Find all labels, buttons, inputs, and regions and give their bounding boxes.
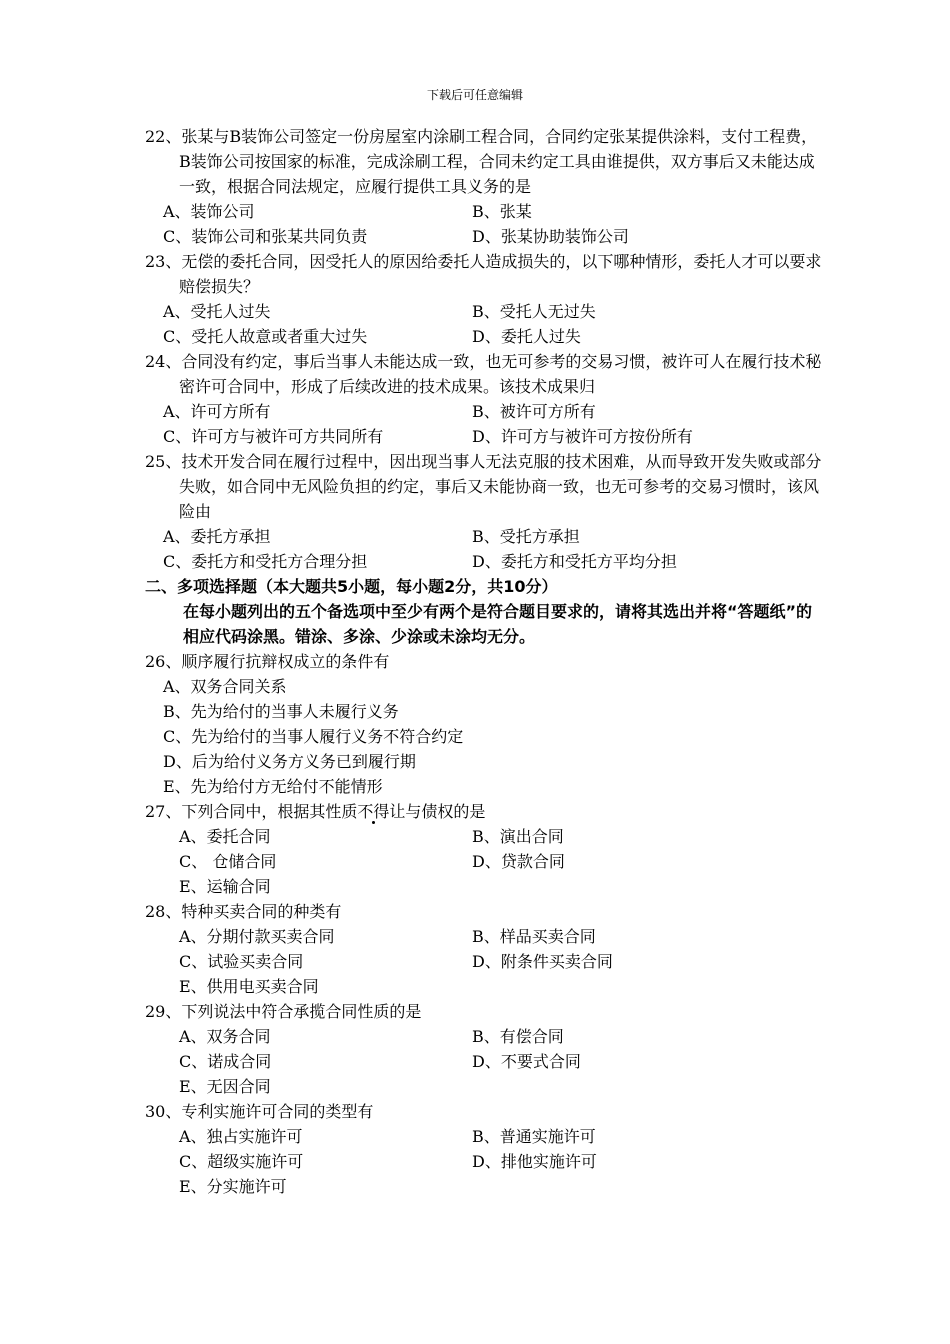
option-b: B、样品买卖合同 [472,927,596,946]
option-b: B、受托人无过失 [472,302,596,321]
option-a: A、装饰公司 [163,202,255,221]
question-29-stem: 29、下列说法中符合承揽合同性质的是 [145,1002,422,1021]
option-c: C、试验买卖合同 [179,952,304,971]
option-b: B、受托方承担 [472,527,580,546]
option-a: A、委托合同 [179,827,271,846]
question-23-stem: 23、无偿的委托合同，因受托人的原因给委托人造成损失的，以下哪种情形，委托人才可以要求赔偿损失？ [145,252,822,296]
option-c: C、装饰公司和张某共同负责 [163,227,368,246]
question-23-options-row-1 [145,299,825,324]
question-24-options-row-1 [145,399,825,424]
option-c: C、受托人故意或者重大过失 [163,327,368,346]
option-e: E、运输合同 [179,877,271,896]
question-23-options-row-2 [145,324,825,349]
question-30-options-row-1 [145,1124,825,1149]
option-c: C、委托方和受托方合理分担 [163,552,368,571]
option-d: D、委托人过失 [472,327,581,346]
option-a: A、分期付款买卖合同 [179,927,335,946]
option-e: E、无因合同 [179,1077,271,1096]
question-28-options-row-2 [145,949,825,974]
question-25-options-row-1 [145,524,825,549]
question-27-options-row-2 [145,849,825,874]
emphasis-text: 不得 [357,802,390,821]
question-28-stem: 28、特种买卖合同的种类有 [145,902,342,921]
option-d: D、附条件买卖合同 [472,952,613,971]
question-24-stem: 24、合同没有约定，事后当事人未能达成一致，也无可参考的交易习惯，被许可人在履行技术秘密许可合同中，形成了后续改进的技术成果。该技术成果归 [145,352,822,396]
question-26-stem: 26、顺序履行抗辩权成立的条件有 [145,652,390,671]
option-c: C、 仓储合同 [179,852,277,871]
option-d: D、贷款合同 [472,852,565,871]
option-b: B、张某 [472,202,532,221]
option-d: D、不要式合同 [472,1052,581,1071]
section-2-instruction: 在每小题列出的五个备选项中至少有两个是符合题目要求的，请将其选出并将“答题纸”的相应代码涂黑。错涂、多涂、少涂或未涂均无分。 [183,602,813,646]
exam-content [145,124,825,1199]
question-27-stem-after: 让与债权的是 [389,802,486,821]
option-a: A、受托人过失 [163,302,271,321]
option-c: C、超级实施许可 [179,1152,304,1171]
option-d: D、委托方和受托方平均分担 [472,552,677,571]
option-b: B、普通实施许可 [472,1127,596,1146]
option-b: B、被许可方所有 [472,402,596,421]
question-24-options-row-2 [145,424,825,449]
question-25-stem: 25、技术开发合同在履行过程中，因出现当事人无法克服的技术困难，从而导致开发失败或部分失败，如合同中无风险负担的约定，事后又未能协商一致，也无可参考的交易习惯时，该风险由 [145,452,822,521]
option-e: E、分实施许可 [179,1177,287,1196]
section-2-title: 二、多项选择题（本大题共5小题，每小题2分，共10分） [145,577,558,596]
question-27-stem [145,799,825,824]
option-a: A、双务合同 [179,1027,271,1046]
option-e: E、供用电买卖合同 [179,977,319,996]
question-30-stem: 30、专利实施许可合同的类型有 [145,1102,374,1121]
question-29-options-row-2 [145,1049,825,1074]
question-29-options-row-1 [145,1024,825,1049]
option-c: C、诺成合同 [179,1052,272,1071]
question-22-options-row-1 [145,199,825,224]
question-28-options-row-1 [145,924,825,949]
option-b: B、有偿合同 [472,1027,564,1046]
option-a: A、许可方所有 [163,402,271,421]
option-c: C、许可方与被许可方共同所有 [163,427,384,446]
question-22-stem: 22、张某与B装饰公司签定一份房屋室内涂刷工程合同，合同约定张某提供涂料，支付工程费，B装饰公司按国家的标准，完成涂刷工程，合同未约定工具由谁提供，双方事后又未能达成一致，根据合同法规定，应履行提供工具义务的是 [145,127,818,196]
question-30-options-row-2 [145,1149,825,1174]
option-c: C、先为给付的当事人履行义务不符合约定 [163,727,464,746]
question-27-options-row-1 [145,824,825,849]
option-d: D、排他实施许可 [472,1152,597,1171]
question-27-stem-before: 27、下列合同中，根据其性质 [145,802,358,821]
option-a: A、双务合同关系 [163,677,287,696]
option-a: A、委托方承担 [163,527,271,546]
option-a: A、独占实施许可 [179,1127,303,1146]
option-e: E、先为给付方无给付不能情形 [163,777,383,796]
question-22-options-row-2 [145,224,825,249]
option-d: D、许可方与被许可方按份所有 [472,427,693,446]
option-d: D、后为给付义务方义务已到履行期 [163,752,416,771]
option-b: B、演出合同 [472,827,564,846]
page-header: 下载后可任意编辑 [426,88,523,102]
option-d: D、张某协助装饰公司 [472,227,629,246]
question-25-options-row-2 [145,549,825,574]
option-b: B、先为给付的当事人未履行义务 [163,702,399,721]
